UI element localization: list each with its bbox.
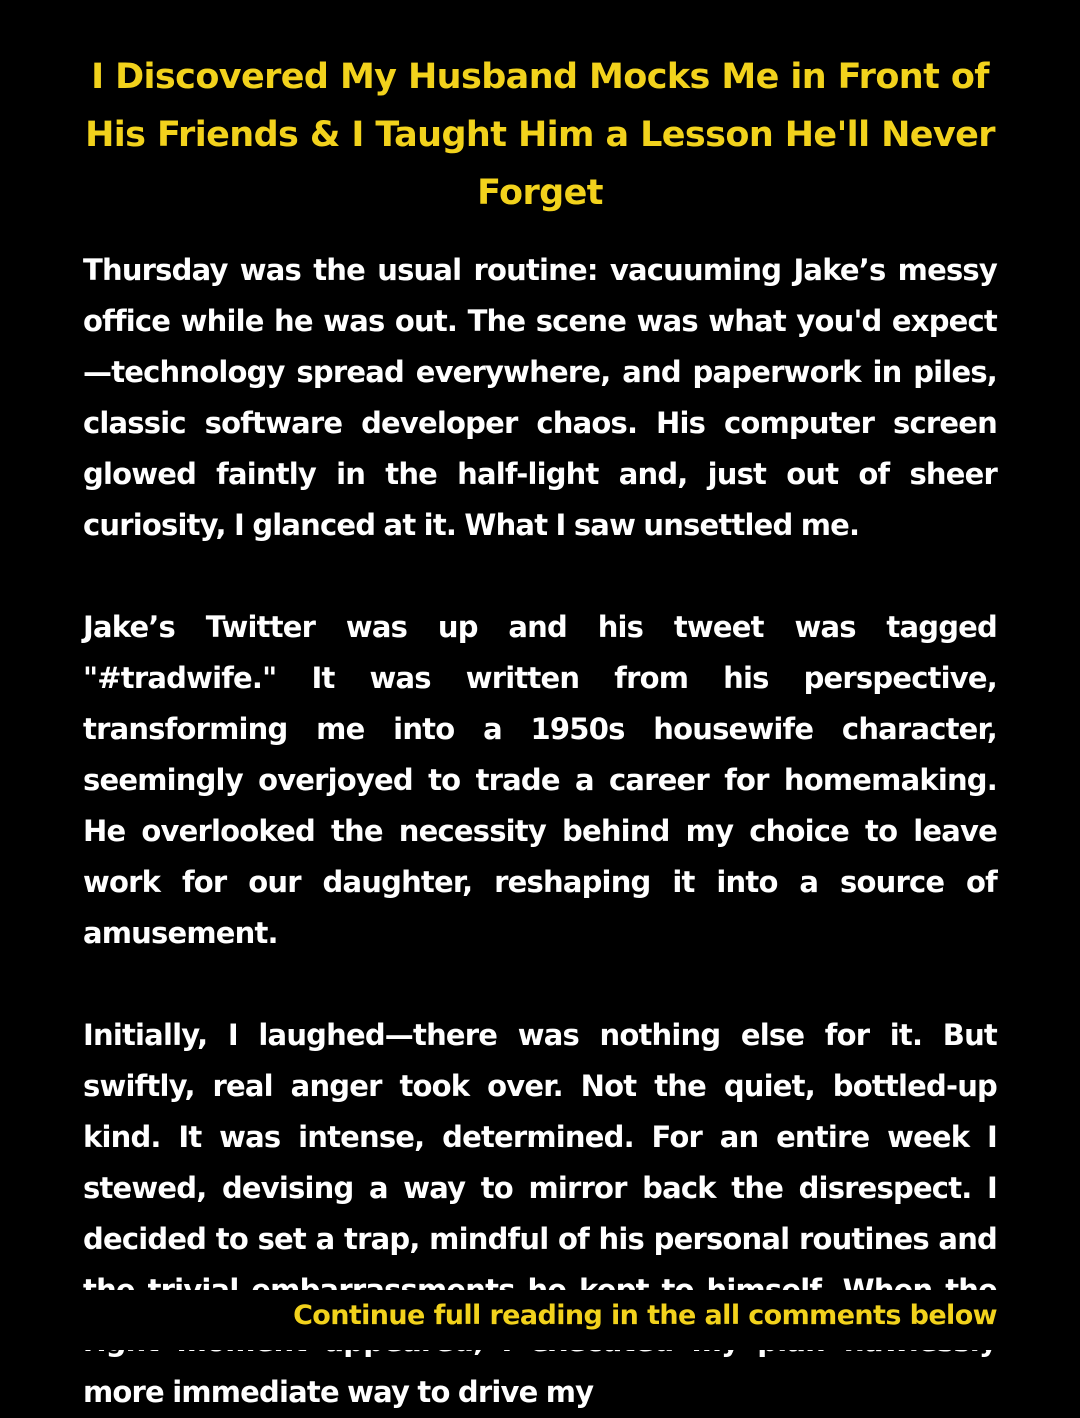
story-paragraph-3: Initially, I laughed—there was nothing else for it. But swiftly, real anger took over. Not the quiet, bottled-up kind. It was intense, determined. For an entire week I stewed, devising a way to mirror back the disrespect. I decided to set a trap, mindful of his personal routines and more immediate way to drive my (83, 1018, 997, 1409)
continue-reading-note: Continue full reading in the all comments below (293, 1300, 997, 1331)
post-title: I Discovered My Husband Mocks Me in Front of His Friends & I Taught Him a Lesson He'll Never Forget (85, 57, 995, 213)
story-paragraph-2: Jake’s Twitter was up and his tweet was tagged "#tradwife." It was written from his perspective, transforming me into a 1950s housewife character, seemingly overjoyed to trade a career for homemaking. He overlooked the necessity behind my choice to leave work for our daughter, reshaping it into a source of amusement. (83, 610, 997, 950)
continue-reading-bar (0, 1290, 1080, 1350)
story-paragraph-1: Thursday was the usual routine: vacuuming Jake’s messy office while he was out. The scene was what you'd expect—technology spread everywhere, and paperwork in piles, classic software developer chaos. His computer screen glowed faintly in the half-light and, just out of sheer curiosity, I glanced at it. What I saw unsettled me. (83, 253, 997, 542)
